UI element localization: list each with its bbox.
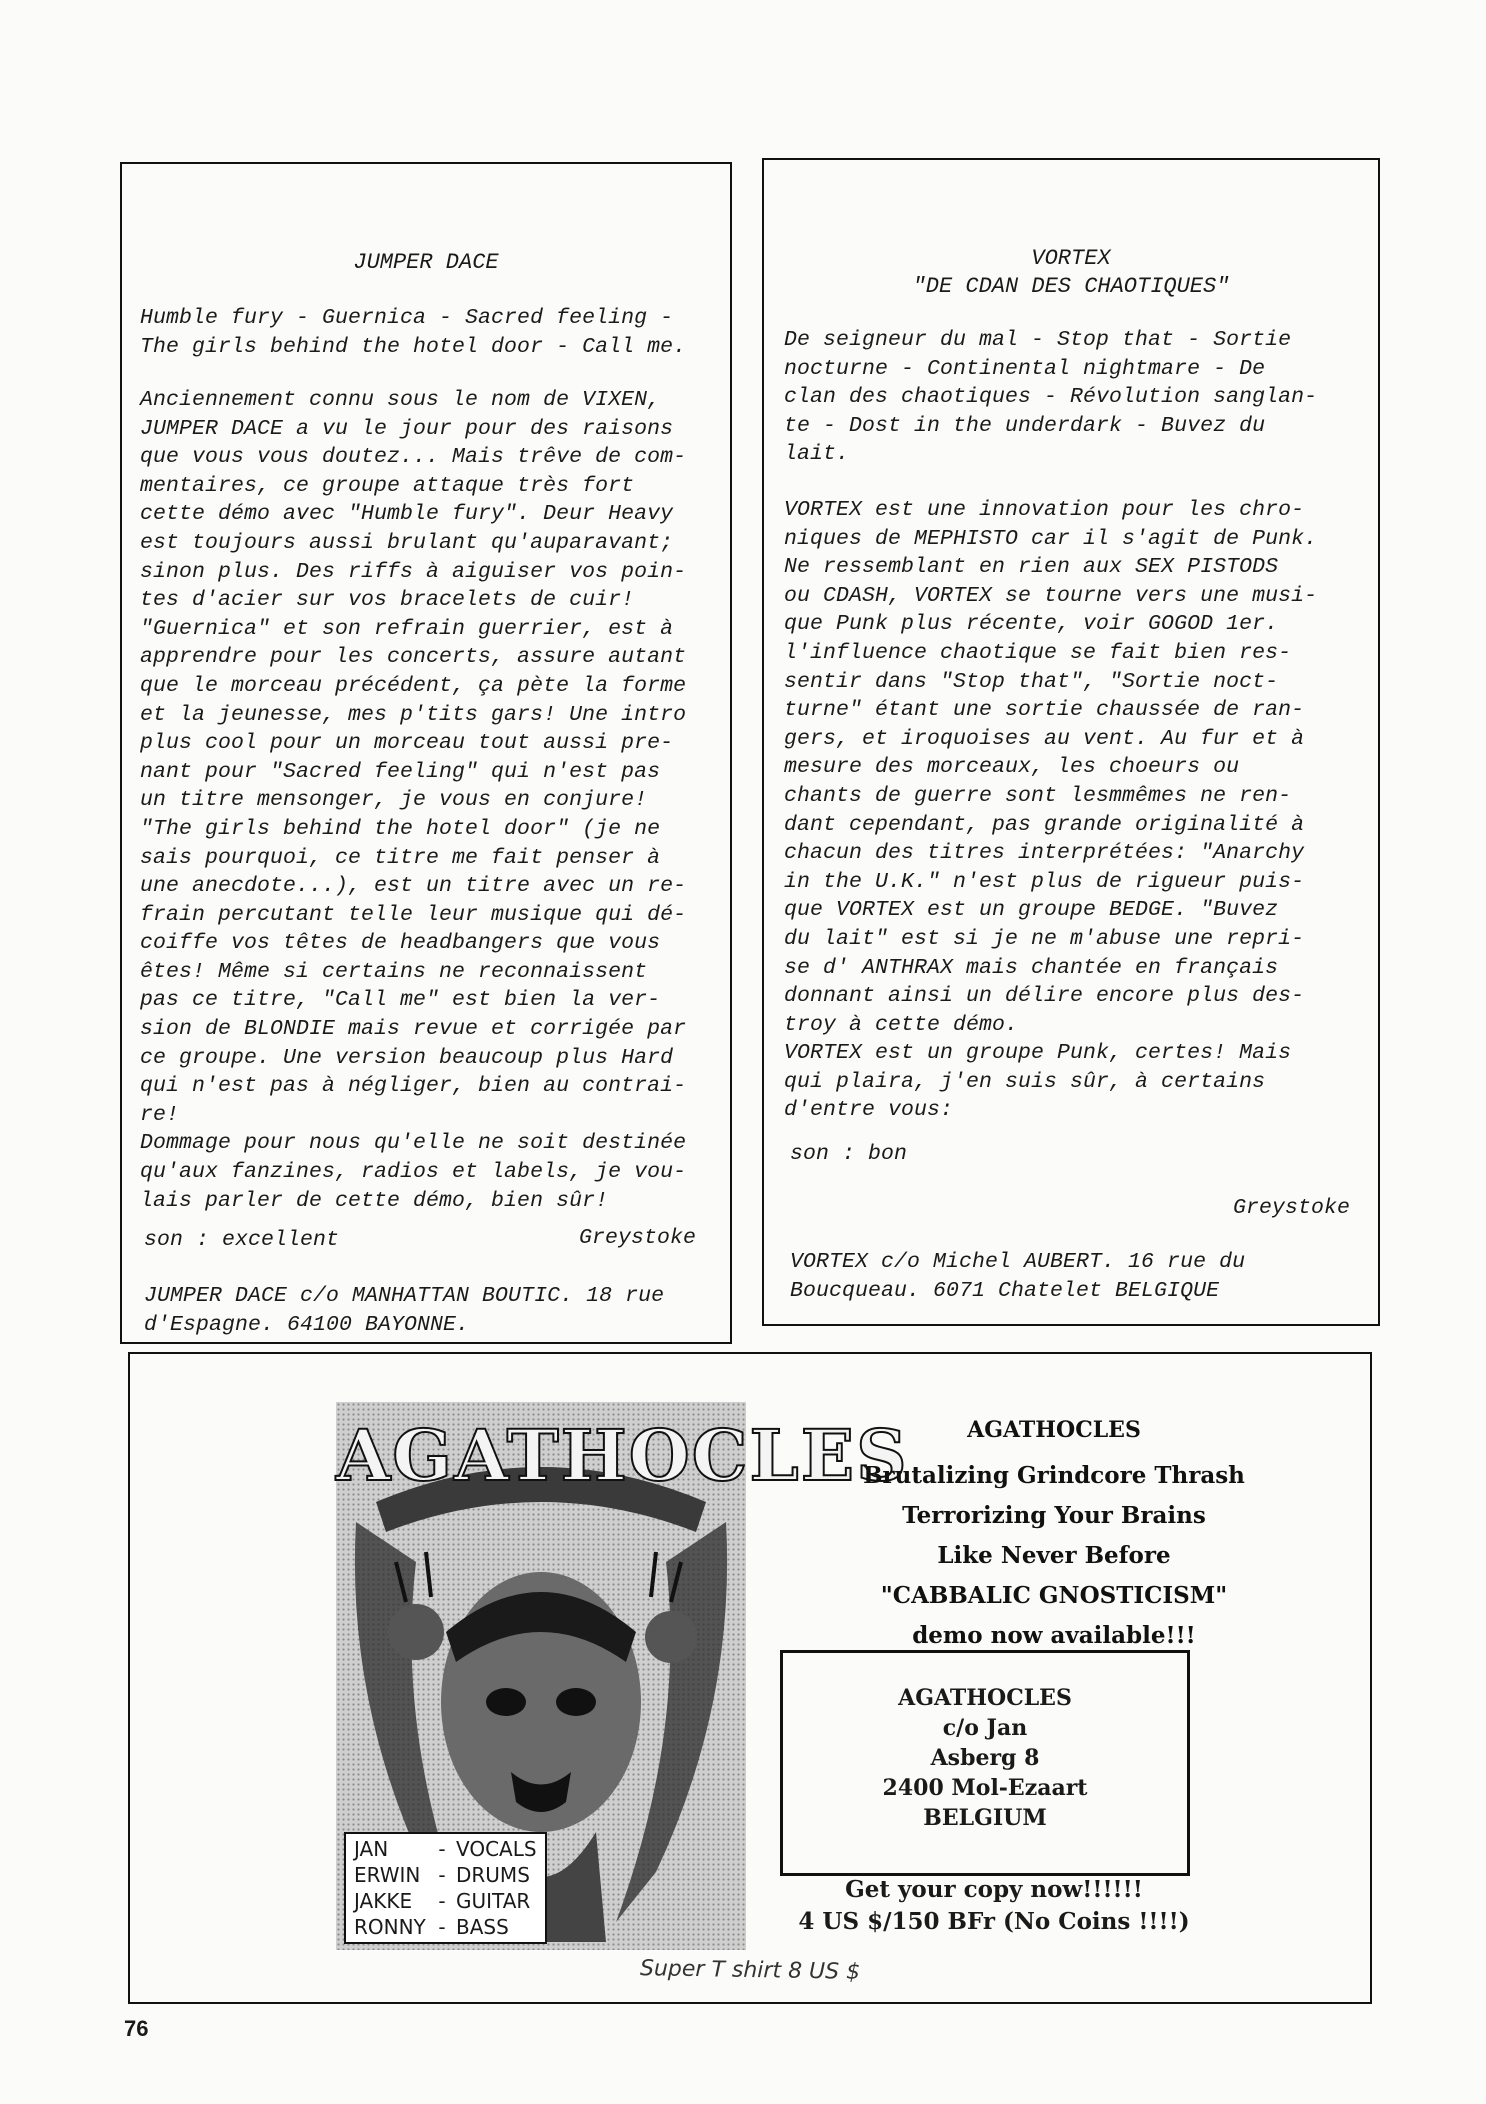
member-name: RONNY	[354, 1915, 426, 1939]
member-name: JAN	[354, 1837, 389, 1861]
flyer-address-box	[780, 1650, 1190, 1876]
flyer-tagline-2: Terrorizing Your Brains	[902, 1502, 1206, 1529]
review-title: VORTEX	[1031, 246, 1111, 271]
review-body: Anciennement connu sous le nom de VIXEN, JUMPER DACE a vu le jour pour des raisons que vous vous doutez... Mais trêve de com- mentaires, ce groupe attaque très fort cette démo avec "Humble fury". Deur Heavy est toujours aussi brulant qu'auparavant; sinon plus. Des riffs à aiguiser vos poin- tes d'acier sur vos bracelets de cuir! "Guernica" et son refrain guerrier, est à apprendre pour les concerts, assure autant que le morceau précédent, ça pète la forme et la jeunesse, mes p'tits gars! Une intro plus cool pour un morceau tout aussi pre- nant pour "Sacred feeling" qui n'est pas un titre mensonger, je vous en conjure! "The girls behind the hotel door" (je ne sais pourquoi, ce titre me fait penser à une anecdote...), est un titre avec un re- frain percutant telle leur musique qui dé- coiffe vos têtes de headbangers que vous êtes! Même si certains ne reconnaissent pas ce titre, "Call me" est bien la ver- sion de BLONDIE mais revue et corrigée par ce groupe. Une version beaucoup plus Hard qui n'est pas à négliger, bien au contrai- re! Dommage pour nous qu'elle ne soit destinée qu'aux fanzines, radios et labels, je vou- lais parler de cette démo, bien sûr!	[140, 388, 687, 1213]
flyer-cta: Get your copy now!!!!!!	[845, 1876, 1143, 1903]
member-row: RONNY - BASS	[354, 1915, 509, 1939]
flyer-demo-title: "CABBALIC GNOSTICISM"	[880, 1582, 1228, 1609]
review-tracklist: De seigneur du mal - Stop that - Sortie nocturne - Continental nightmare - De clan des chaotiques - Révolution sanglan- te - Dost in the underdark - Buvez du lait.	[784, 328, 1318, 467]
address-line: c/o Jan	[942, 1715, 1028, 1741]
flyer-text	[754, 1410, 1354, 1656]
member-row: JAN - VOCALS	[354, 1837, 537, 1861]
address-line: Asberg 8	[930, 1745, 1040, 1771]
page-number: 76	[124, 2016, 149, 2041]
address-line: AGATHOCLES	[898, 1685, 1072, 1711]
agathocles-flyer	[128, 1352, 1372, 2004]
flyer-tagline-1: Brutalizing Grindcore Thrash	[863, 1462, 1245, 1489]
flyer-order-info	[784, 1874, 1204, 1938]
member-name: ERWIN	[354, 1863, 421, 1887]
review-contact: VORTEX c/o Michel AUBERT. 16 rue du Boucqueau. 6071 Chatelet BELGIQUE	[790, 1250, 1246, 1303]
review-contact: JUMPER DACE c/o MANHATTAN BOUTIC. 18 rue d'Espagne. 64100 BAYONNE.	[144, 1284, 665, 1337]
member-role: VOCALS	[456, 1837, 537, 1861]
review-vortex	[762, 158, 1380, 1326]
band-logo: AGATHOCLES	[336, 1414, 909, 1497]
member-name: JAKKE	[354, 1889, 413, 1913]
flyer-artwork	[336, 1402, 909, 1950]
address-line: 2400 Mol-Ezaart	[882, 1775, 1088, 1801]
band-members-list	[344, 1832, 547, 1944]
flyer-tagline-3: Like Never Before	[937, 1542, 1171, 1569]
review-author: Greystoke	[578, 1226, 696, 1250]
flyer-price: 4 US $/150 BFr (No Coins !!!!)	[798, 1908, 1190, 1935]
member-role: GUITAR	[456, 1889, 531, 1913]
member-row: JAKKE - GUITAR	[354, 1889, 531, 1913]
review-subtitle: "DE CDAN DES CHAOTIQUES"	[912, 274, 1230, 299]
review-title: JUMPER DACE	[353, 250, 499, 275]
handwritten-note: Super T shirt 8 US $	[639, 1956, 861, 1985]
review-jumper-dace	[120, 162, 732, 1344]
address-line: BELGIUM	[923, 1805, 1047, 1831]
review-tracklist: Humble fury - Guernica - Sacred feeling - The girls behind the hotel door - Call me.	[140, 306, 687, 359]
review-sound-rating: son : excellent	[144, 1228, 340, 1252]
review-author: Greystoke	[1232, 1196, 1350, 1220]
member-role: DRUMS	[456, 1863, 530, 1887]
member-role: BASS	[456, 1915, 509, 1939]
review-sound-rating: son : bon	[790, 1142, 908, 1166]
flyer-band-name: AGATHOCLES	[967, 1417, 1141, 1443]
review-body: VORTEX est une innovation pour les chro- niques de MEPHISTO car il s'agit de Punk. Ne ressemblant en rien aux SEX PISTODS ou CDASH, VORTEX se tourne vers une musi- que Punk plus récente, voir GOGOD 1er. l'influence chaotique se fait bien res- sentir dans "Stop that", "Sortie noct- turne" étant une sortie chaussée de ran- gers, et iroquoises au vent. Au fur et à mesure des morceaux, les choeurs ou chants de guerre sont lesmmêmes ne ren- dant cependant, pas grande originalité à chacun des titres interprétées: "Anarchy in the U.K." n'est plus de rigueur puis- que VORTEX est un groupe BEDGE. "Buvez du lait" est si je ne m'abuse une repri- se d' ANTHRAX mais chantée en français donnant ainsi un délire encore plus des- troy à cette démo. VORTEX est un groupe Punk, certes! Mais qui plaira, j'en suis sûr, à certains d'entre vous:	[784, 498, 1318, 1123]
flyer-availability: demo now available!!!	[912, 1622, 1196, 1649]
member-row: ERWIN - DRUMS	[354, 1863, 530, 1887]
